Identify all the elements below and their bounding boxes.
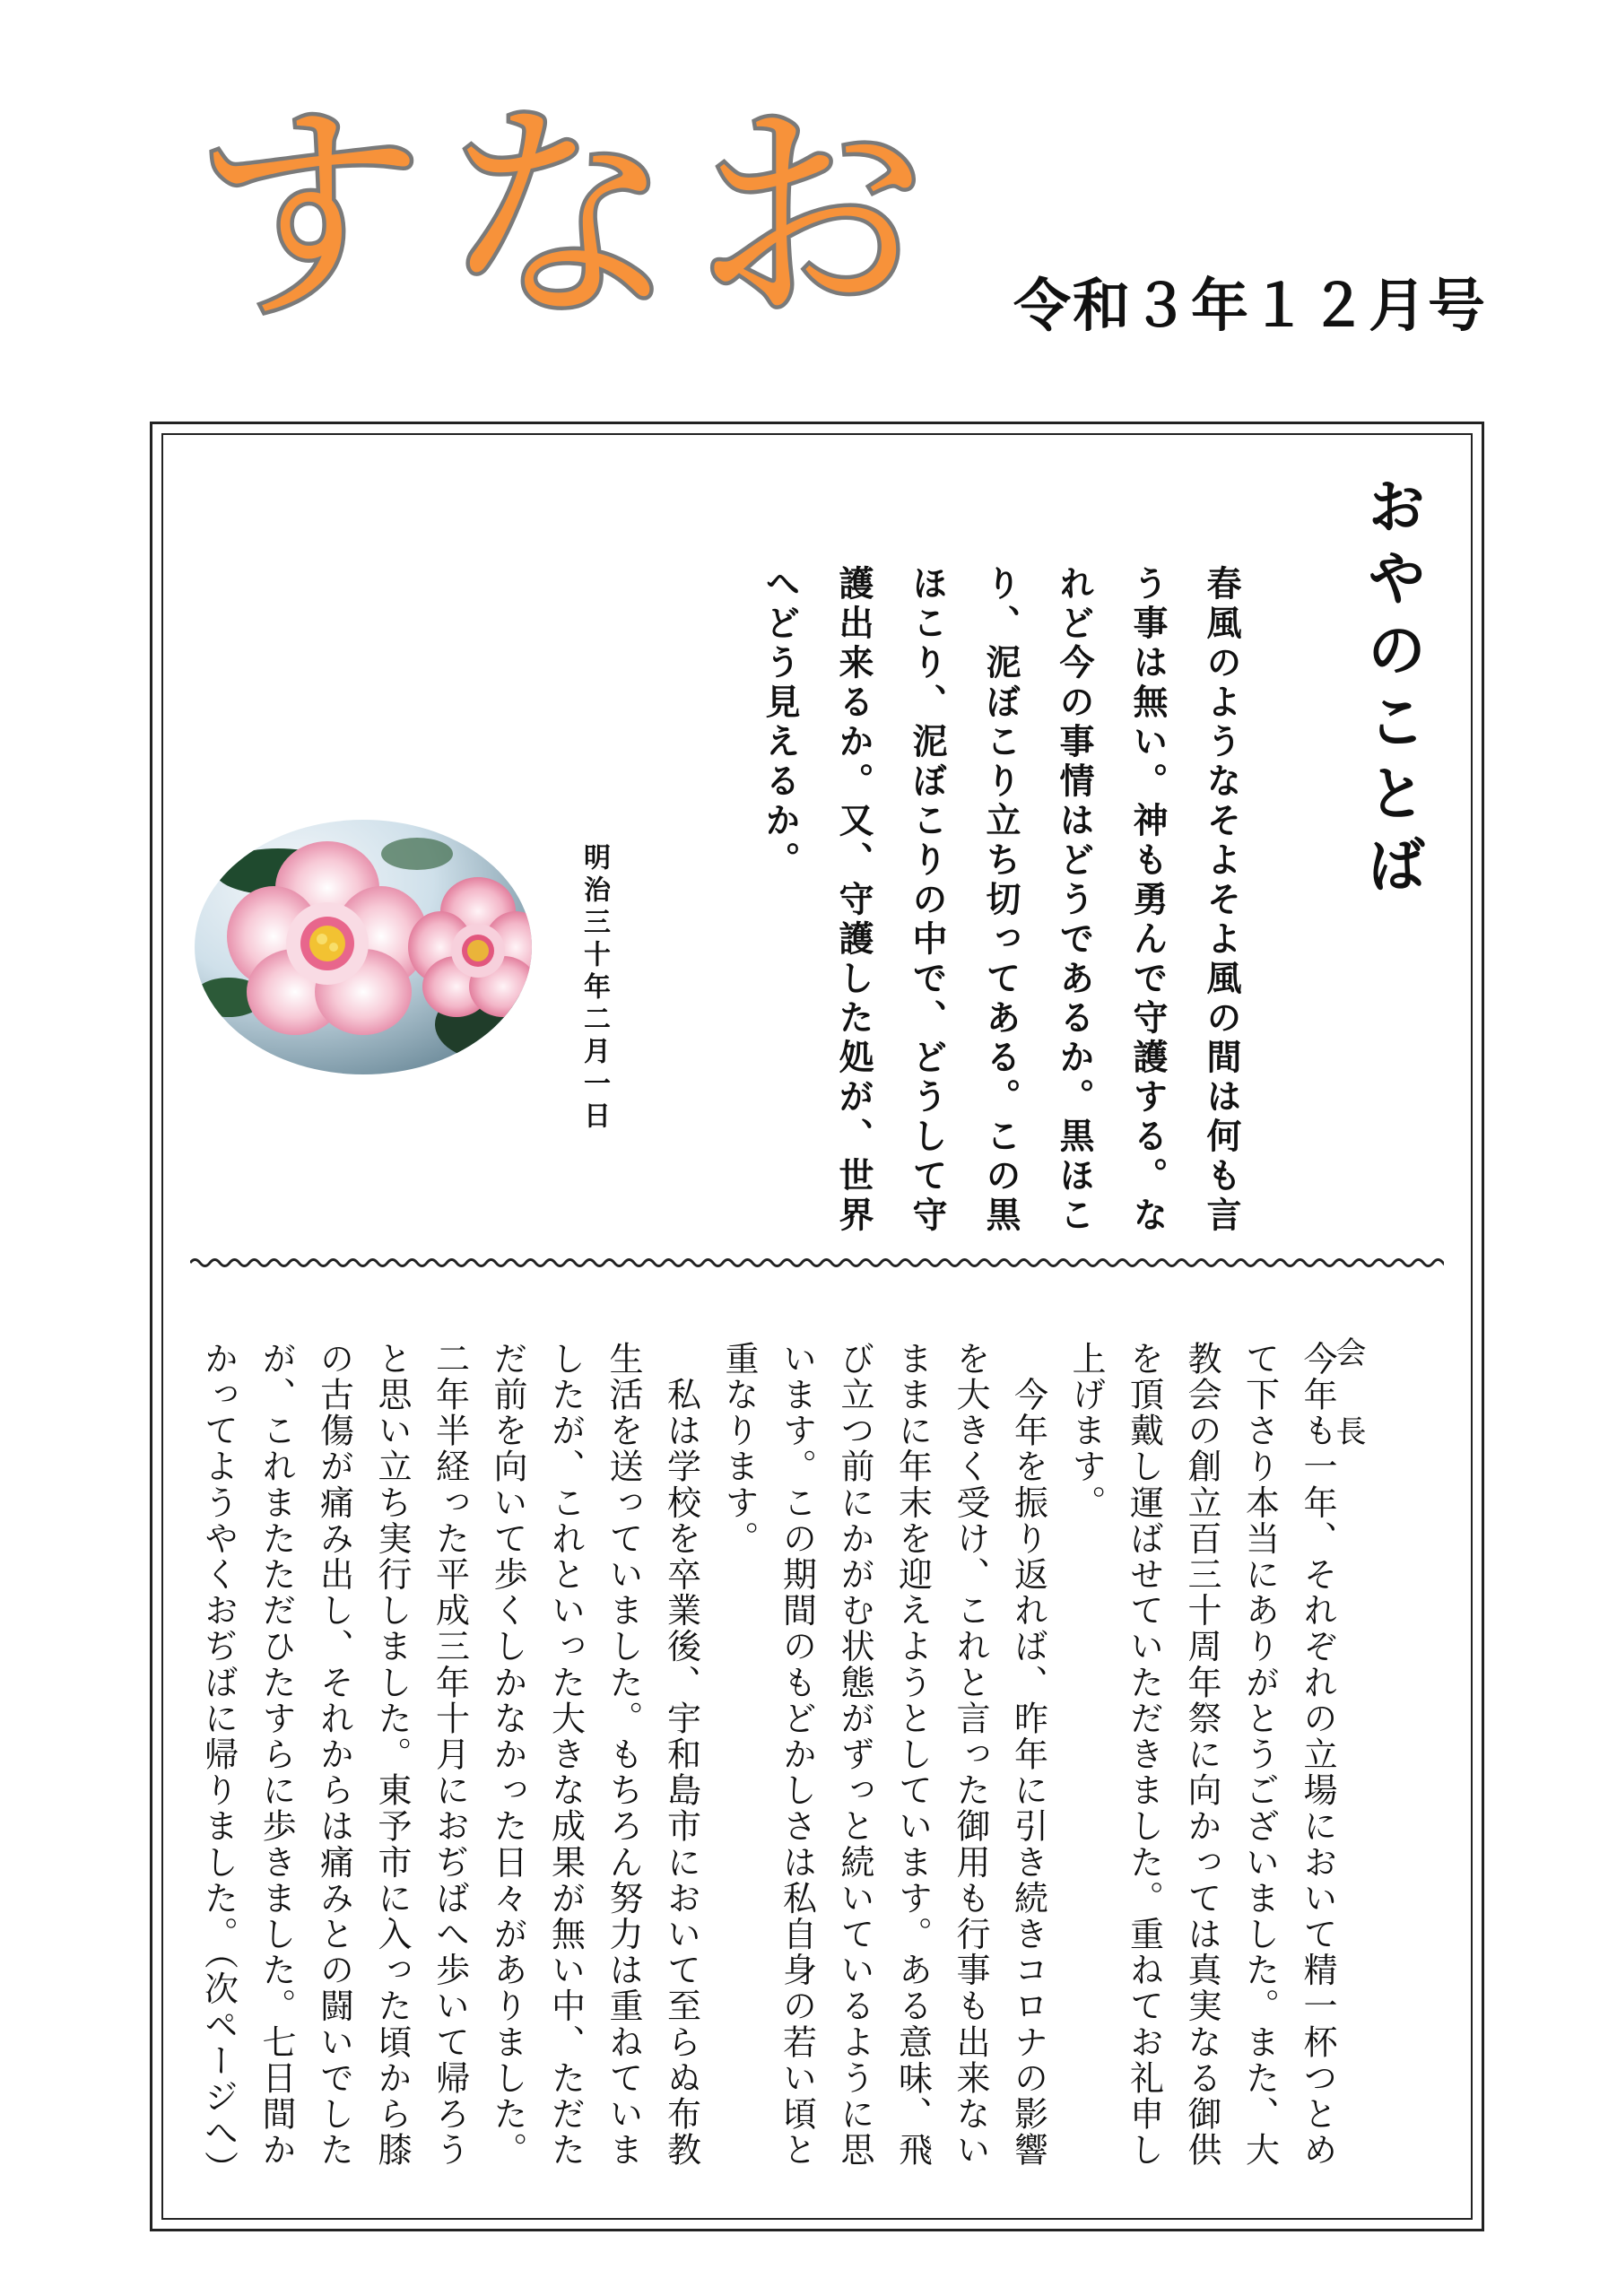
masthead-title-text: すなお (193, 82, 946, 351)
article-body (189, 1341, 1346, 2187)
oyanokotoba-body: 春風のようなそよそよ風の間は何も言う事は無い。神も勇んで守護する。なれど今の事情はどうであるか。黒ほこり、泥ぼこり立ち切ってある。この黒ほこり、泥ぼこりの中で、どうして守護出来るか。又、守護した処が、世界へどう見えるか。 (760, 565, 1242, 1236)
article-paragraph-3: 私は学校を卒業後、宇和島市において至らぬ布教生活を送っていました。もちろん努力は重ねていましたが、これといった大きな成果が無い中、ただただ前を向いて歩くしかなかった日々がありました。二年半経った平成三年十月におぢばへ歩いて帰ろうと思い立ち実行しました。東予市に入った頃から膝の古傷が痛み出し、それからは痛みとの闘いでしたが、これまたただひたすらに歩きました。七日間かかってようやくおぢばに帰りました。（次ページへ） (198, 1341, 701, 2187)
article-paragraph-1: 今年も一年、それぞれの立場において精一杯つとめて下さり本当にありがとうございました。また、大教会の創立百三十周年祭に向かっては真実なる御供を頂戴し運ばせていただきました。重ねてお礼申し上げます。 (1066, 1341, 1337, 2169)
oyanokotoba-heading: おやのことば (1357, 475, 1427, 906)
masthead-title (193, 82, 946, 359)
wavy-divider-line (190, 1251, 1444, 1274)
camellia-flower-illustration (193, 818, 534, 1076)
article-author: 会長 (1330, 1336, 1366, 1494)
wavy-divider (190, 1251, 1444, 1274)
masthead-title-graphic (193, 82, 946, 359)
camellia-flower-photo (193, 818, 534, 1076)
oyanokotoba-date: 明治三十年二月一日 (578, 843, 610, 1134)
article-paragraph-2: 今年を振り返れば、昨年に引き続きコロナの影響を大きく受け、これと言った御用も行事も出来ないままに年末を迎えようとしています。ある意味、飛び立つ前にかがむ状態がずっと続いているように思います。この期間のもどかしさは私自身の若い頃と重なります。 (719, 1341, 1048, 2169)
issue-label: 令和３年１２月号 (1013, 273, 1487, 340)
